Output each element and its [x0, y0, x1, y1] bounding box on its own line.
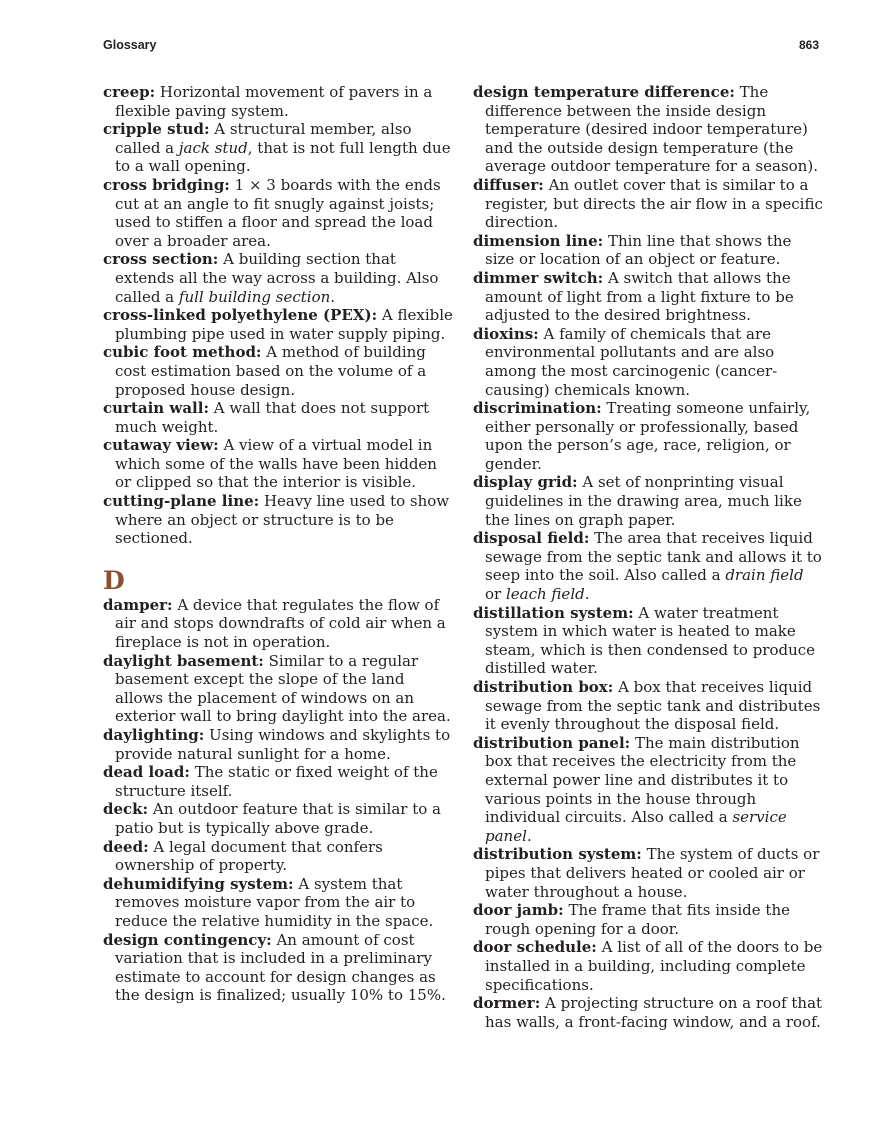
- glossary-term: cross-linked polyethylene (PEX):: [103, 306, 378, 325]
- definition-text: , that is not full length due to a wall opening.: [115, 138, 451, 176]
- definition-text: A view of a virtual model in which some of the walls have been hidden or clipped so that the interior is visible.: [115, 436, 437, 492]
- definition-italic-text: leach field: [505, 585, 585, 604]
- definition-text: A flexible plumbing pipe used in water supply piping.: [115, 306, 453, 343]
- glossary-entry: [103, 176, 455, 250]
- glossary-entry: [103, 838, 455, 875]
- glossary-term: dioxins:: [473, 324, 539, 343]
- definition-text: Horizontal movement of pavers in a flexible paving system.: [115, 83, 433, 120]
- glossary-entry: [103, 492, 455, 548]
- glossary-term: daylighting:: [103, 726, 205, 744]
- definition-text: A wall that does not support much weight.: [115, 399, 430, 436]
- definition-text: The frame that fits inside the rough opening for a door.: [485, 901, 790, 938]
- glossary-term: distribution panel:: [473, 733, 631, 752]
- definition-italic-text: service panel: [485, 808, 787, 845]
- definition-text: .: [526, 826, 532, 845]
- glossary-entry: [473, 269, 823, 325]
- glossary-entry: [473, 325, 823, 399]
- glossary-entry: [473, 678, 823, 734]
- definition-text: The main distribution box that receives the electricity from the external power line and distributes it to various points in the house through individual circuits. Also called a: [485, 733, 800, 827]
- definition-text: The area that receives liquid sewage from the septic tank and allows it to seep into the soil. Also called a: [485, 529, 822, 585]
- running-head-title: Glossary: [103, 38, 157, 52]
- glossary-term: cripple stud:: [103, 120, 210, 139]
- definition-text: Treating someone unfairly, either personally or professionally, based upon the person’s age, race, religion, or gender.: [485, 399, 811, 473]
- left-column: [103, 83, 455, 1005]
- definition-text: The difference between the inside design temperature (desired indoor temperature) and the outside design temperature (the average outdoor temperature for a season).: [485, 83, 818, 176]
- definition-text: A projecting structure on a roof that has walls, a front-facing window, and a roof.: [485, 994, 823, 1031]
- glossary-term: cross section:: [103, 250, 219, 269]
- definition-text: A device that regulates the flow of air and stops downdrafts of cold air when a fireplace is not in operation.: [115, 595, 446, 652]
- definition-text: A method of building cost estimation based on the volume of a proposed house design.: [115, 343, 427, 399]
- definition-text: An amount of cost variation that is included in a preliminary estimate to account for design changes as the design is finalized; usually 10% to 15%.: [115, 930, 446, 1005]
- glossary-entry: [103, 800, 455, 837]
- glossary-entry: [473, 901, 823, 938]
- definition-text: 1 × 3 boards with the ends cut at an angle to fit snugly against joists; used to stiffen a floor and spread the load over a broader area.: [115, 175, 441, 250]
- glossary-entry: [103, 343, 455, 399]
- entries-d-list-left: [103, 596, 455, 1005]
- glossary-term: dormer:: [473, 994, 541, 1013]
- glossary-term: diffuser:: [473, 175, 544, 194]
- glossary-entry: [473, 604, 823, 678]
- glossary-entry: [103, 83, 455, 120]
- entries-c-list: [103, 83, 455, 548]
- definition-text: An outdoor feature that is similar to a patio but is typically above grade.: [115, 800, 441, 837]
- definition-text: A set of nonprinting visual guidelines in the drawing area, much like the lines on graph paper.: [485, 473, 802, 529]
- glossary-entry: [473, 529, 823, 603]
- glossary-entry: [473, 845, 823, 901]
- definition-text: An outlet cover that is similar to a register, but directs the air flow in a specific direction.: [485, 175, 823, 232]
- glossary-entry: [103, 931, 455, 1005]
- glossary-entry: [103, 726, 455, 763]
- glossary-entry: [103, 120, 455, 176]
- glossary-definition: [115, 838, 383, 875]
- definition-text: Using windows and skylights to provide natural sunlight for a home.: [115, 726, 451, 763]
- definition-text: Thin line that shows the size or location of an object or feature.: [485, 231, 792, 269]
- definition-text: A switch that allows the amount of light from a light fixture to be adjusted to the desired brightness.: [485, 268, 794, 325]
- glossary-term: door schedule:: [473, 938, 597, 957]
- glossary-term: door jamb:: [473, 901, 564, 920]
- glossary-entry: [473, 399, 823, 473]
- section-letter-d: D: [103, 565, 125, 595]
- definition-text: A water treatment system in which water is heated to make steam, which is then condensed to produce distilled water.: [485, 603, 816, 678]
- glossary-entry: [103, 875, 455, 931]
- glossary-term: curtain wall:: [103, 399, 209, 418]
- definition-text: The static or fixed weight of the structure itself.: [115, 763, 438, 800]
- glossary-term: cutaway view:: [103, 436, 219, 455]
- glossary-term: distribution box:: [473, 678, 614, 696]
- glossary-term: discrimination:: [473, 399, 602, 418]
- glossary-term: cubic foot method:: [103, 343, 262, 362]
- glossary-entry: [103, 306, 455, 343]
- glossary-term: distillation system:: [473, 603, 634, 622]
- glossary-term: damper:: [103, 595, 173, 614]
- definition-text: .: [584, 585, 590, 604]
- definition-italic-text: jack stud: [178, 138, 248, 157]
- glossary-entry: [473, 938, 823, 994]
- glossary-entry: [473, 83, 823, 176]
- glossary-entry: [103, 652, 455, 726]
- glossary-entry: [103, 763, 455, 800]
- glossary-term: dimmer switch:: [473, 268, 604, 287]
- definition-text: A structural member, also called a: [115, 120, 412, 157]
- glossary-term: deed:: [103, 837, 149, 856]
- entries-d-list-right: [473, 83, 823, 1031]
- glossary-entry: [103, 399, 455, 436]
- definition-text: A list of all of the doors to be installed in a building, including complete specifications.: [485, 938, 823, 994]
- glossary-term: deck:: [103, 800, 149, 819]
- glossary-term: design contingency:: [103, 930, 272, 949]
- glossary-term: daylight basement:: [103, 651, 264, 670]
- definition-text: A family of chemicals that are environmental pollutants and are also among the most carcinogenic (cancer-causing) chemicals known.: [485, 324, 778, 399]
- definition-text: Similar to a regular basement except the slope of the land allows the placement of windows on an exterior wall to bring daylight into the area.: [115, 651, 451, 726]
- definition-text: Heavy line used to show where an object or structure is to be sectioned.: [115, 492, 450, 548]
- glossary-entry: [473, 734, 823, 846]
- glossary-definition: [115, 800, 441, 837]
- glossary-entry: [473, 232, 823, 269]
- definition-text: A system that removes moisture vapor from the air to reduce the relative humidity in the space.: [115, 874, 434, 930]
- glossary-definition: [115, 83, 432, 120]
- glossary-entry: [103, 596, 455, 652]
- glossary-term: dimension line:: [473, 231, 604, 250]
- glossary-entry: [103, 436, 455, 492]
- glossary-entry: [473, 994, 823, 1031]
- right-column: [473, 83, 823, 1031]
- glossary-term: cutting-plane line:: [103, 492, 260, 511]
- definition-text: A box that receives liquid sewage from the septic tank and distributes it evenly throughout the disposal field.: [485, 678, 821, 734]
- glossary-term: dead load:: [103, 763, 190, 782]
- definition-italic-text: drain field: [725, 566, 804, 585]
- definition-text: .: [330, 287, 336, 306]
- running-head: [103, 38, 819, 56]
- definition-text: or: [485, 585, 506, 604]
- glossary-entry: [473, 176, 823, 232]
- glossary-term: creep:: [103, 83, 156, 101]
- definition-italic-text: full building section: [178, 287, 331, 306]
- glossary-term: dehumidifying system:: [103, 874, 294, 893]
- definition-text: The system of ducts or pipes that delivers heated or cooled air or water throughout a house.: [485, 845, 820, 901]
- glossary-term: design temperature difference:: [473, 83, 735, 101]
- page-number: 863: [798, 38, 819, 52]
- glossary-term: cross bridging:: [103, 175, 230, 194]
- glossary-entry: [103, 250, 455, 306]
- glossary-entry: [473, 473, 823, 529]
- definition-text: A building section that extends all the way across a building. Also called a: [115, 250, 439, 306]
- glossary-term: display grid:: [473, 473, 578, 492]
- glossary-term: distribution system:: [473, 845, 642, 864]
- definition-text: A legal document that confers ownership of property.: [115, 837, 383, 875]
- glossary-term: disposal field:: [473, 529, 590, 548]
